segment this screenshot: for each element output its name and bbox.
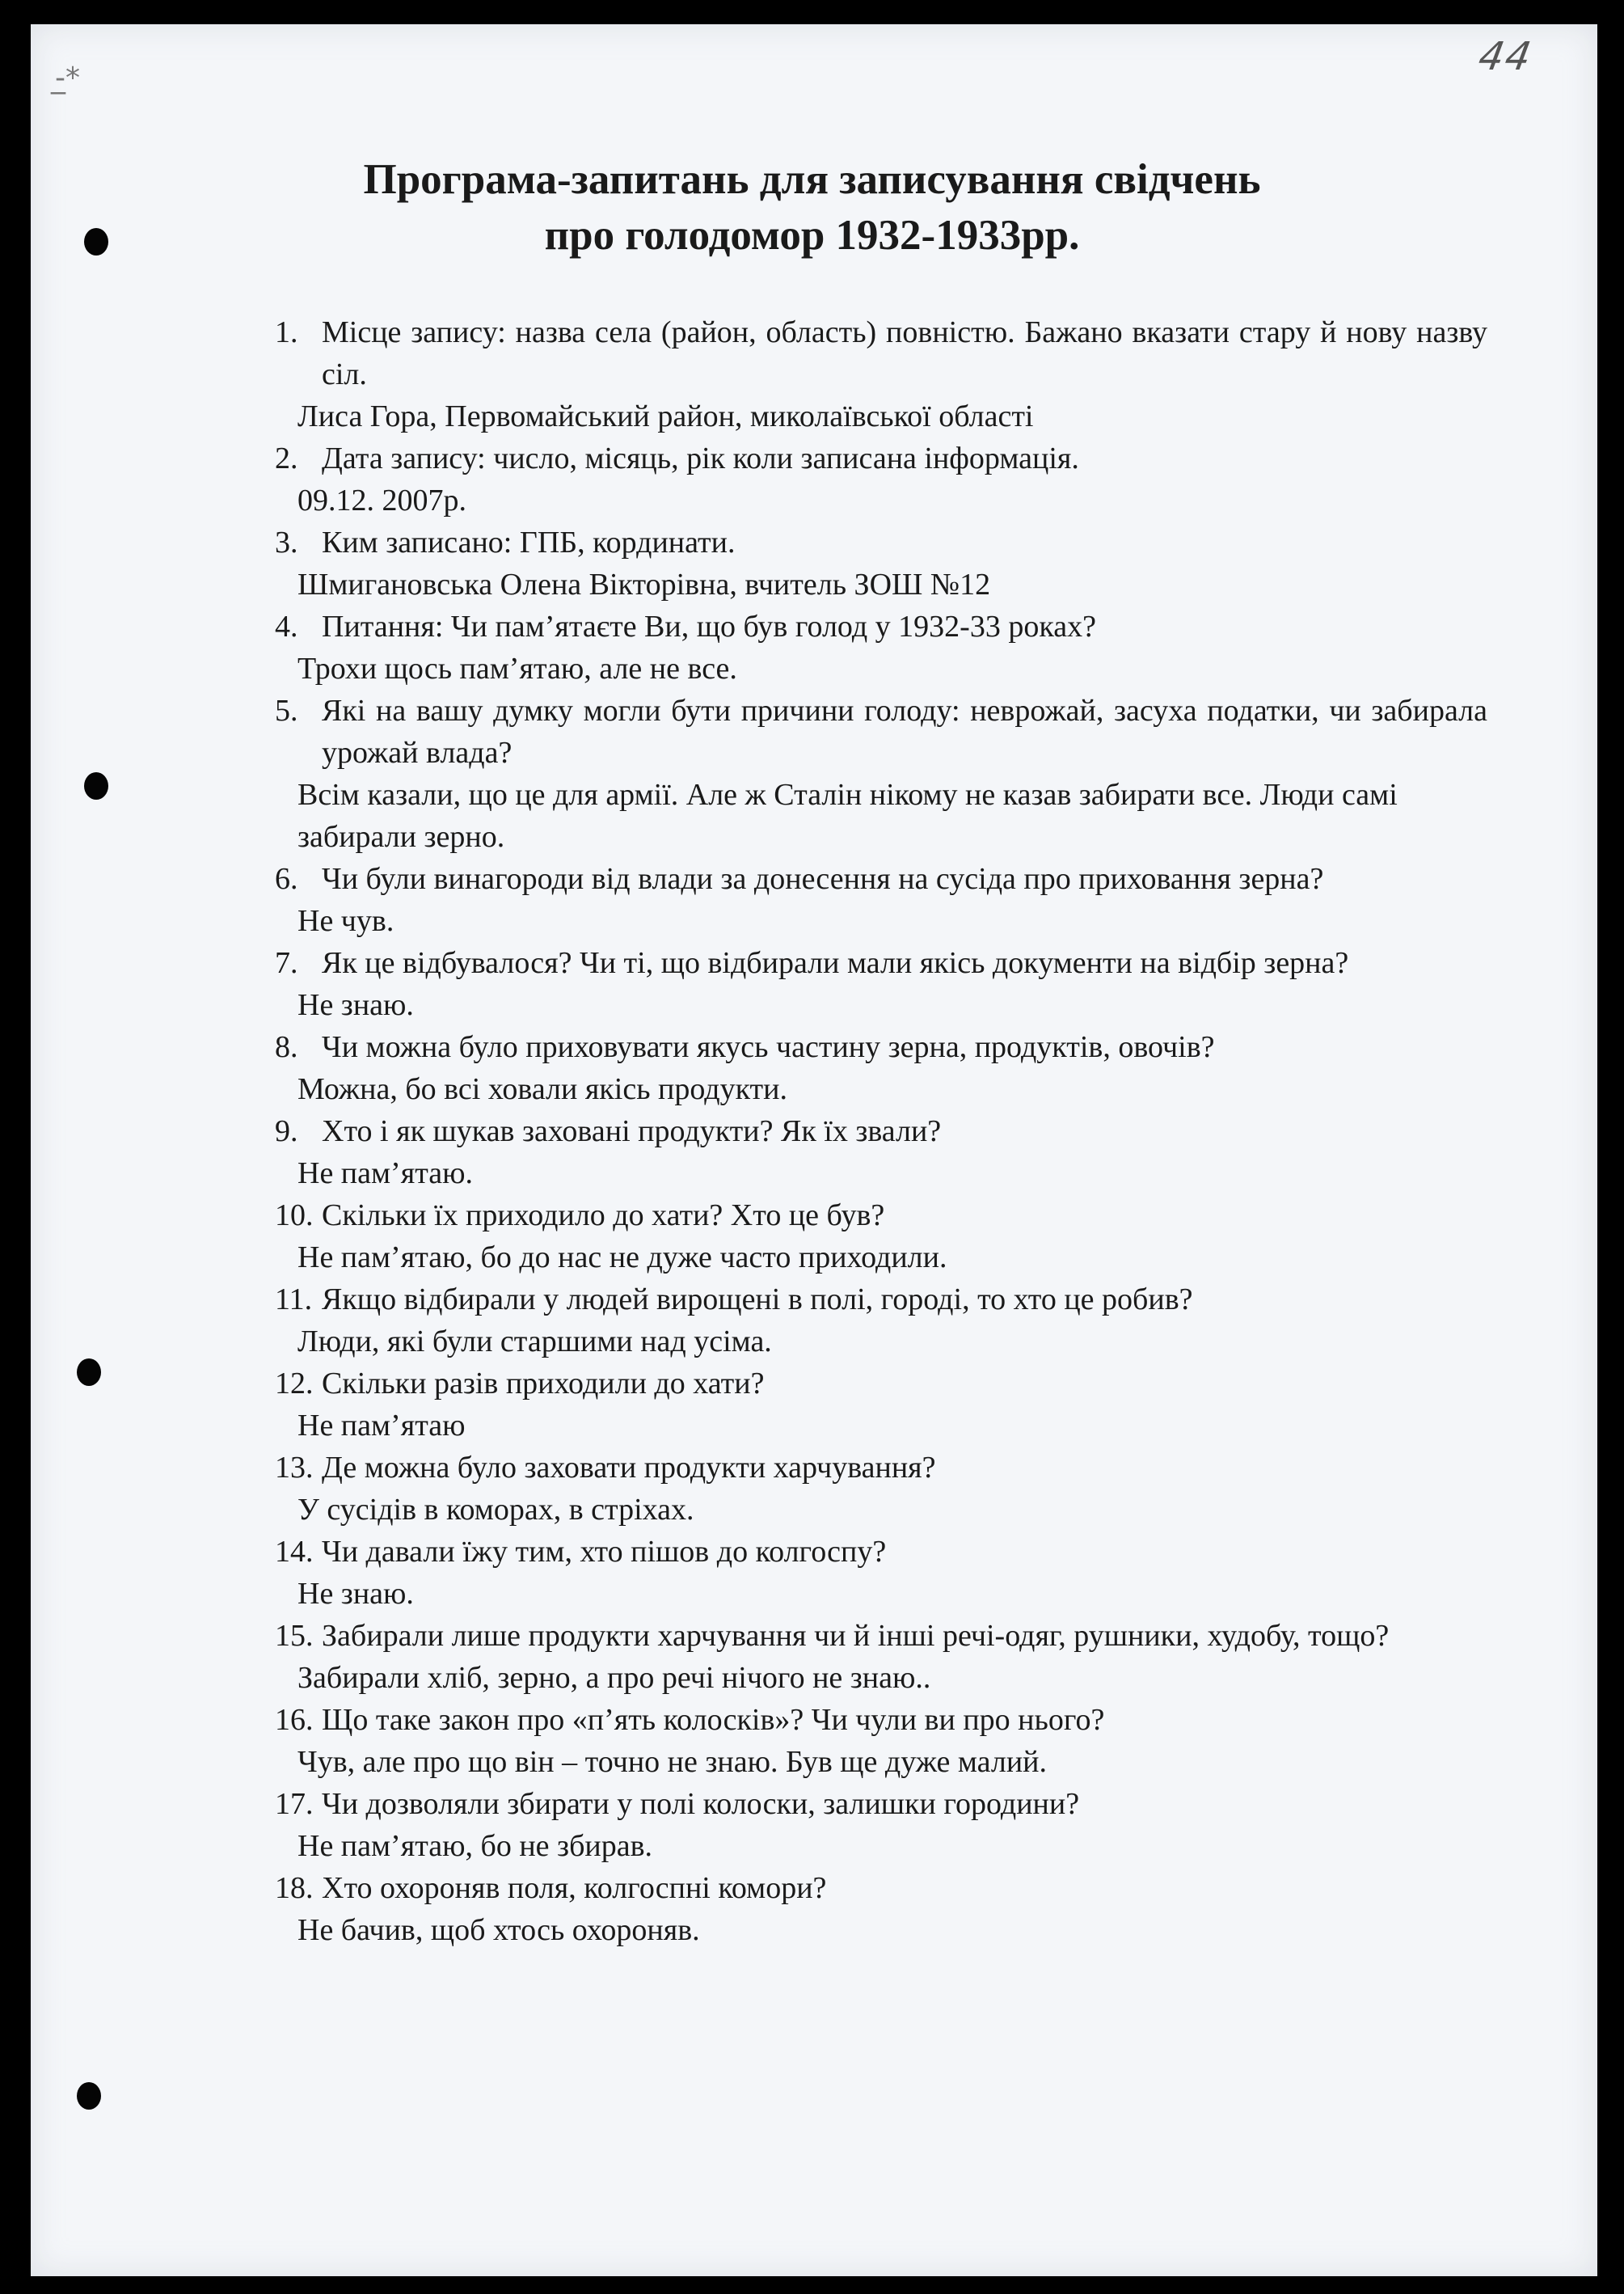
- question-number: 7.: [275, 946, 298, 980]
- question: [275, 1362, 1487, 1405]
- punch-hole: [77, 1358, 101, 1386]
- questionnaire: [275, 311, 1487, 1951]
- question: [275, 1278, 1487, 1320]
- question: [275, 437, 1487, 480]
- answer: 09.12. 2007р.: [297, 484, 466, 518]
- question-text: Скільки разів приходили до хати?: [322, 1367, 765, 1400]
- answer: Чув, але про що він – точно не знаю. Був ще дуже малий.: [297, 1745, 1047, 1779]
- question-text: Які на вашу думку могли бути причини голоду: неврожай, засуха податки, чи забирала урожай влада?: [322, 694, 1487, 770]
- answer: Трохи щось пам’ятаю, але не все.: [297, 652, 737, 686]
- question-number: 9.: [275, 1114, 298, 1148]
- question-number: 6.: [275, 862, 298, 896]
- answer: Не знаю.: [297, 1577, 414, 1611]
- question-item: [275, 942, 1487, 1026]
- answer: У сусідів в коморах, в стріхах.: [297, 1493, 694, 1527]
- document-title: [0, 152, 1624, 264]
- question: [275, 1867, 1487, 1909]
- question-item: [275, 1026, 1487, 1110]
- question-number: 10.: [275, 1198, 314, 1232]
- question-text: Ким записано: ГПБ, кординати.: [322, 526, 736, 560]
- question-text: Хто і як шукав заховані продукти? Як їх звали?: [322, 1114, 942, 1148]
- punch-hole: [77, 2082, 101, 2110]
- question-number: 5.: [275, 694, 298, 728]
- answer: Не бачив, щоб хтось охороняв.: [297, 1913, 700, 1947]
- punch-hole: [84, 772, 108, 800]
- question: [275, 1026, 1487, 1068]
- question-text: Дата запису: число, місяць, рік коли записана інформація.: [322, 441, 1079, 475]
- question-number: 14.: [275, 1535, 314, 1569]
- answer: Не пам’ятаю, бо до нас не дуже часто приходили.: [297, 1240, 947, 1274]
- question-number: 8.: [275, 1030, 298, 1064]
- question-text: Якщо відбирали у людей вирощені в полі, городі, то хто це робив?: [322, 1282, 1193, 1316]
- question-text: Хто охороняв поля, колгоспні комори?: [322, 1871, 827, 1905]
- question-number: 4.: [275, 610, 298, 644]
- answer: Не пам’ятаю, бо не збирав.: [297, 1829, 653, 1863]
- question-number: 18.: [275, 1871, 314, 1905]
- question-text: Що таке закон про «п’ять колосків»? Чи чули ви про нього?: [322, 1703, 1105, 1737]
- question: [275, 1615, 1487, 1657]
- question-text: Чи були винагороди від влади за донесення на сусіда про приховання зерна?: [322, 862, 1324, 896]
- question: [275, 1447, 1487, 1489]
- answer: Лиса Гора, Первомайський район, миколаївської області: [297, 399, 1034, 433]
- question-item: [275, 1278, 1487, 1362]
- question: [275, 1783, 1487, 1825]
- question-number: 15.: [275, 1619, 314, 1653]
- question: [275, 606, 1487, 648]
- question-text: Скільки їх приходило до хати? Хто це був?: [322, 1198, 885, 1232]
- answer: Всім казали, що це для армії. Але ж Сталін нікому не казав забирати все. Люди самі забирали зерно.: [297, 778, 1398, 854]
- question-number: 3.: [275, 526, 298, 560]
- question-number: 13.: [275, 1451, 314, 1485]
- question-item: [275, 311, 1487, 437]
- answer: Не пам’ятаю: [297, 1409, 466, 1443]
- question: [275, 690, 1487, 774]
- question-text: Чи дозволяли збирати у полі колоски, залишки городини?: [322, 1787, 1080, 1821]
- title-line-1: Програма-запитань для записування свідчень: [363, 156, 1261, 203]
- question-number: 2.: [275, 441, 298, 475]
- question-text: Місце запису: назва села (район, область) повністю. Бажано вказати стару й нову назву сіл.: [322, 315, 1487, 391]
- question-item: [275, 1867, 1487, 1951]
- question-text: Чи давали їжу тим, хто пішов до колгоспу?: [322, 1535, 887, 1569]
- question-text: Питання: Чи пам’ятаєте Ви, що був голод у 1932-33 роках?: [322, 610, 1096, 644]
- question-text: Чи можна було приховувати якусь частину зерна, продуктів, овочів?: [322, 1030, 1215, 1064]
- question-number: 11.: [275, 1282, 313, 1316]
- question: [275, 522, 1487, 564]
- answer: Забирали хліб, зерно, а про речі нічого не знаю..: [297, 1661, 931, 1695]
- answer: Не пам’ятаю.: [297, 1156, 474, 1190]
- question: [275, 311, 1487, 395]
- corner-mark: -̲*: [55, 61, 80, 95]
- question-number: 1.: [275, 315, 298, 349]
- title-line-2: про голодомор 1932-1933рр.: [544, 212, 1080, 259]
- question-item: [275, 690, 1487, 858]
- question: [275, 1110, 1487, 1152]
- question: [275, 1531, 1487, 1573]
- question-item: [275, 437, 1487, 522]
- question: [275, 1699, 1487, 1741]
- question-item: [275, 1699, 1487, 1783]
- page-number: 44: [1475, 34, 1537, 79]
- question: [275, 942, 1487, 984]
- question-item: [275, 1447, 1487, 1531]
- question-item: [275, 1783, 1487, 1867]
- question-number: 16.: [275, 1703, 314, 1737]
- answer: Люди, які були старшими над усіма.: [297, 1324, 772, 1358]
- answer: Не знаю.: [297, 988, 414, 1022]
- question-item: [275, 858, 1487, 942]
- question-item: [275, 606, 1487, 690]
- question-item: [275, 522, 1487, 606]
- question: [275, 1194, 1487, 1236]
- question-item: [275, 1531, 1487, 1615]
- question: [275, 858, 1487, 900]
- question-text: Як це відбувалося? Чи ті, що відбирали мали якісь документи на відбір зерна?: [322, 946, 1349, 980]
- question-item: [275, 1110, 1487, 1194]
- answer: Можна, бо всі ховали якісь продукти.: [297, 1072, 787, 1106]
- question-number: 17.: [275, 1787, 314, 1821]
- question-item: [275, 1194, 1487, 1278]
- question-text: Де можна було заховати продукти харчування?: [322, 1451, 936, 1485]
- question-item: [275, 1362, 1487, 1447]
- answer: Шмигановська Олена Вікторівна, вчитель ЗОШ №12: [297, 568, 991, 602]
- question-text: Забирали лише продукти харчування чи й інші речі-одяг, рушники, худобу, тощо?: [322, 1619, 1390, 1653]
- question-item: [275, 1615, 1487, 1699]
- question-number: 12.: [275, 1367, 314, 1400]
- answer: Не чув.: [297, 904, 394, 938]
